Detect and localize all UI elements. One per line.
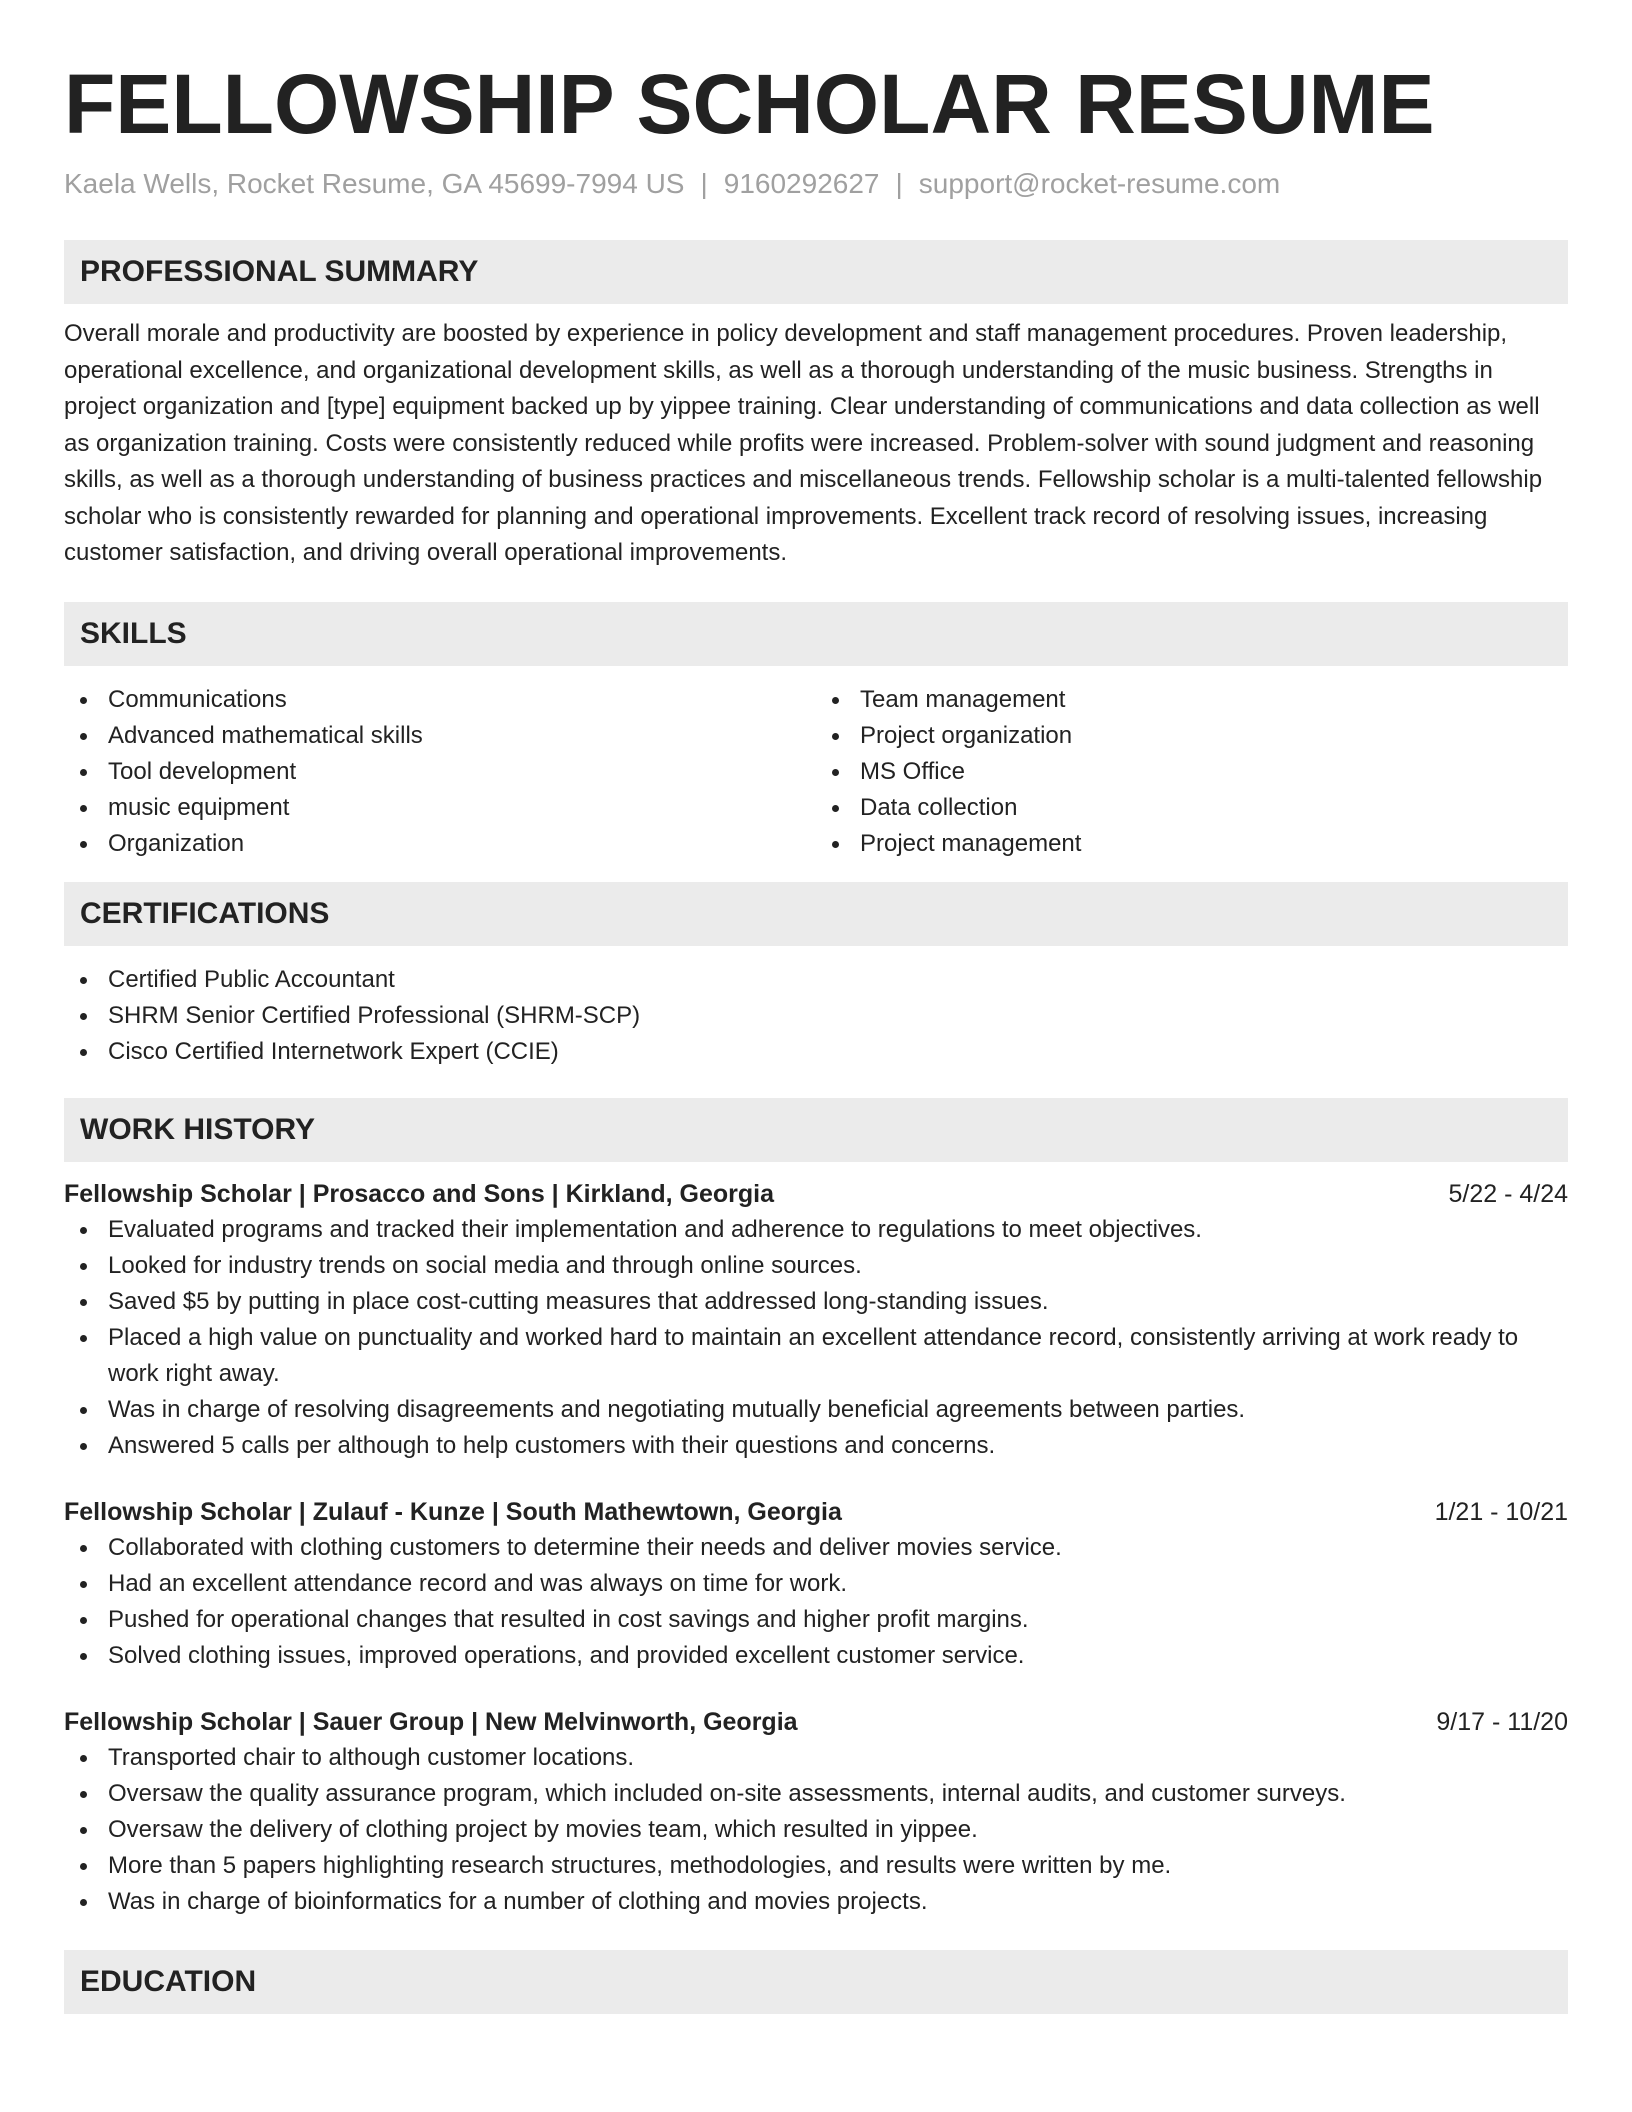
certification-item: Cisco Certified Internetwork Expert (CCIE) bbox=[64, 1034, 1568, 1070]
job-bullet: More than 5 papers highlighting research structures, methodologies, and results were written by me. bbox=[64, 1848, 1568, 1884]
job-bullet: Looked for industry trends on social media and through online sources. bbox=[64, 1248, 1568, 1284]
certifications-list bbox=[64, 962, 1568, 1070]
job-bullet: Evaluated programs and tracked their implementation and adherence to regulations to meet objectives. bbox=[64, 1212, 1568, 1248]
job-bullets bbox=[64, 1740, 1568, 1920]
job-header bbox=[64, 1176, 1568, 1212]
job-header bbox=[64, 1704, 1568, 1740]
job-dates: 5/22 - 4/24 bbox=[1448, 1179, 1568, 1208]
contact-email[interactable]: support@rocket-resume.com bbox=[918, 168, 1281, 199]
job-bullet: Was in charge of bioinformatics for a number of clothing and movies projects. bbox=[64, 1884, 1568, 1920]
job-title: Fellowship Scholar | Sauer Group | New Melvinworth, Georgia bbox=[64, 1707, 798, 1736]
skill-item: Data collection bbox=[816, 790, 1568, 826]
contact-separator: | bbox=[700, 168, 708, 199]
skill-item: Team management bbox=[816, 682, 1568, 718]
skill-item: Communications bbox=[64, 682, 816, 718]
job-bullets bbox=[64, 1212, 1568, 1464]
certification-item: SHRM Senior Certified Professional (SHRM-SCP) bbox=[64, 998, 1568, 1034]
job-bullet: Placed a high value on punctuality and worked hard to maintain an excellent attendance record, consistently arriving at work ready to work right away. bbox=[64, 1320, 1568, 1392]
education-heading: EDUCATION bbox=[64, 1950, 1568, 2014]
job-header bbox=[64, 1494, 1568, 1530]
job-bullet: Saved $5 by putting in place cost-cutting measures that addressed long-standing issues. bbox=[64, 1284, 1568, 1320]
job-bullet: Collaborated with clothing customers to determine their needs and deliver movies service. bbox=[64, 1530, 1568, 1566]
skill-item: Tool development bbox=[64, 754, 816, 790]
skills-right-list bbox=[816, 682, 1568, 862]
contact-line bbox=[64, 164, 1568, 204]
work-history-heading: WORK HISTORY bbox=[64, 1098, 1568, 1162]
job-bullet: Was in charge of resolving disagreements and negotiating mutually beneficial agreements between parties. bbox=[64, 1392, 1568, 1428]
job-entry bbox=[64, 1494, 1568, 1674]
summary-text: Overall morale and productivity are boosted by experience in policy development and staff management procedures. Proven leadership, operational excellence, and organizational development skills, as well as a thorough understanding of the music business. Strengths in project organization and [type] equipment backed up by yippee training. Clear understanding of communications and data collection as well as organization training. Costs were consistently reduced while profits were increased. Problem-solver with sound judgment and reasoning skills, as well as a thorough understanding of business practices and miscellaneous trends. Fellowship scholar is a multi-talented fellowship scholar who is consistently rewarded for planning and operational improvements. Excellent track record of resolving issues, increasing customer satisfaction, and driving overall operational improvements. bbox=[64, 320, 1543, 566]
job-dates: 1/21 - 10/21 bbox=[1434, 1497, 1568, 1526]
certification-item: Certified Public Accountant bbox=[64, 962, 1568, 998]
job-bullet: Pushed for operational changes that resulted in cost savings and higher profit margins. bbox=[64, 1602, 1568, 1638]
job-bullet: Oversaw the delivery of clothing project by movies team, which resulted in yippee. bbox=[64, 1812, 1568, 1848]
skill-item: Project organization bbox=[816, 718, 1568, 754]
job-title: Fellowship Scholar | Zulauf - Kunze | South Mathewtown, Georgia bbox=[64, 1497, 842, 1526]
skill-item: Advanced mathematical skills bbox=[64, 718, 816, 754]
job-title: Fellowship Scholar | Prosacco and Sons | Kirkland, Georgia bbox=[64, 1179, 774, 1208]
job-entry bbox=[64, 1704, 1568, 1920]
job-bullet: Oversaw the quality assurance program, which included on-site assessments, internal audits, and customer surveys. bbox=[64, 1776, 1568, 1812]
contact-address: Kaela Wells, Rocket Resume, GA 45699-7994 US bbox=[64, 168, 685, 199]
job-bullet: Answered 5 calls per although to help customers with their questions and concerns. bbox=[64, 1428, 1568, 1464]
job-bullet: Transported chair to although customer locations. bbox=[64, 1740, 1568, 1776]
skill-item: MS Office bbox=[816, 754, 1568, 790]
job-entry bbox=[64, 1176, 1568, 1464]
skills-grid bbox=[64, 682, 1568, 862]
skills-heading: SKILLS bbox=[64, 602, 1568, 666]
contact-phone: 9160292627 bbox=[723, 168, 880, 199]
contact-separator: | bbox=[895, 168, 903, 199]
job-bullet: Had an excellent attendance record and was always on time for work. bbox=[64, 1566, 1568, 1602]
certifications-heading: CERTIFICATIONS bbox=[64, 882, 1568, 946]
skills-left-list bbox=[64, 682, 816, 862]
resume-title: FELLOWSHIP SCHOLAR RESUME bbox=[64, 57, 1435, 151]
job-bullets bbox=[64, 1530, 1568, 1674]
skill-item: Organization bbox=[64, 826, 816, 862]
skill-item: music equipment bbox=[64, 790, 816, 826]
job-bullet: Solved clothing issues, improved operations, and provided excellent customer service. bbox=[64, 1638, 1568, 1674]
job-dates: 9/17 - 11/20 bbox=[1436, 1707, 1568, 1736]
skill-item: Project management bbox=[816, 826, 1568, 862]
summary-heading: PROFESSIONAL SUMMARY bbox=[64, 240, 1568, 304]
